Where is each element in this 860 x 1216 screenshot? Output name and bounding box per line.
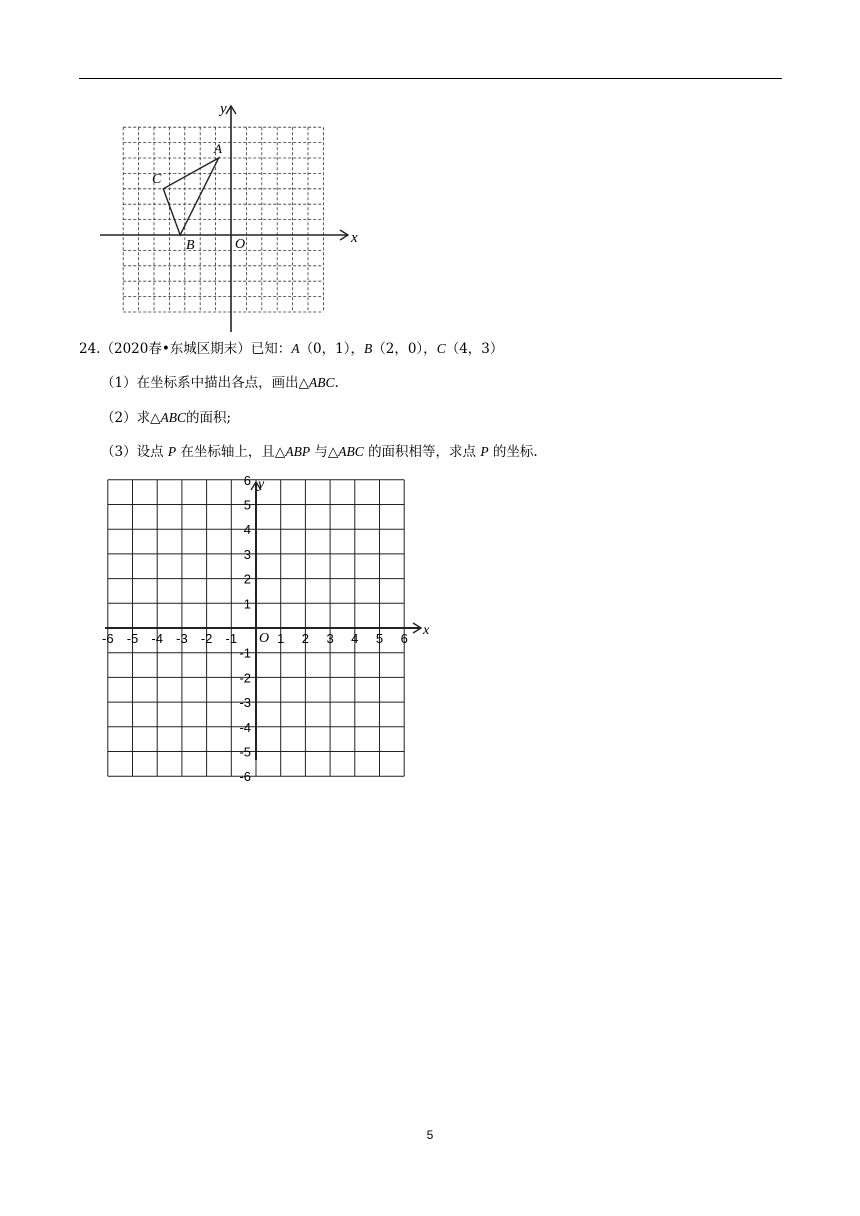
origin-label: O [235, 237, 246, 252]
y-axis-label: y [220, 101, 227, 117]
y-tick-label: -5 [239, 744, 251, 760]
q3-point-p: P [167, 444, 177, 459]
q3-text-d: 的面积相等，求点 [368, 444, 477, 460]
x-axis-label: x [351, 230, 358, 246]
x-tick-label: 5 [375, 631, 384, 646]
point-a-name: A [291, 341, 300, 356]
point-b-name: B [364, 341, 373, 356]
point-c-coord: （4，3） [445, 341, 504, 357]
q2-end: 的面积; [185, 410, 232, 426]
x-axis-label: x [423, 623, 430, 638]
q3-triangle-abp: ABP [285, 444, 311, 459]
x-tick-label: 6 [400, 631, 408, 646]
y-tick-label: 5 [243, 497, 251, 513]
q3-text-e: 的坐标. [492, 444, 538, 460]
q1-text: （1）在坐标系中描出各点，画出△ [101, 375, 309, 391]
x-tick-label: 2 [301, 631, 310, 646]
q3-triangle-abc: ABC [338, 444, 364, 459]
y-tick-label: 3 [243, 546, 251, 562]
x-tick-label: -5 [126, 631, 139, 646]
y-tick-label: 4 [243, 522, 251, 538]
point-a-coord: （0，1）， [299, 341, 364, 357]
q2-text: （2）求△ [101, 410, 161, 426]
point-c-name: C [436, 341, 446, 356]
x-tick-label: -2 [200, 631, 213, 646]
y-tick-label: 2 [243, 571, 251, 587]
x-tick-label: 1 [277, 631, 285, 646]
point-label-b: B [186, 238, 195, 253]
problem-number: 24. [79, 341, 101, 357]
x-tick-label: -1 [225, 631, 238, 646]
page-number: 5 [426, 1128, 434, 1142]
x-tick-label: -4 [151, 631, 163, 646]
y-tick-label: -3 [239, 695, 251, 711]
q2-triangle-name: ABC [160, 410, 186, 425]
x-tick-label: 3 [326, 631, 334, 646]
y-tick-label: 6 [243, 472, 251, 488]
q3-text-c: 与△ [314, 444, 339, 460]
y-tick-label: -6 [239, 769, 251, 785]
y-tick-label: -4 [239, 719, 251, 735]
point-b-coord: （2，0）， [372, 341, 437, 357]
q3-point-p-2: P [480, 444, 489, 459]
problem-source: （2020春•东城区期末）已知： [100, 341, 292, 357]
q1-triangle-name: ABC [308, 375, 335, 390]
x-tick-labels [102, 631, 408, 646]
y-tick-label: -2 [239, 670, 251, 686]
origin-label: O [259, 631, 270, 646]
y-tick-label: -1 [239, 645, 251, 661]
x-tick-label: -6 [102, 631, 114, 646]
point-label-c: C [152, 172, 162, 187]
x-tick-label: -3 [176, 631, 188, 646]
x-tick-label: 4 [351, 631, 359, 646]
q1-end: . [334, 375, 339, 391]
point-label-a: A [214, 141, 222, 156]
y-axis-label: y [258, 477, 265, 492]
q3-text-a: （3）设点 [101, 444, 164, 460]
y-tick-label: 1 [243, 596, 251, 612]
q3-text-b: 在坐标轴上，且△ [180, 444, 286, 460]
